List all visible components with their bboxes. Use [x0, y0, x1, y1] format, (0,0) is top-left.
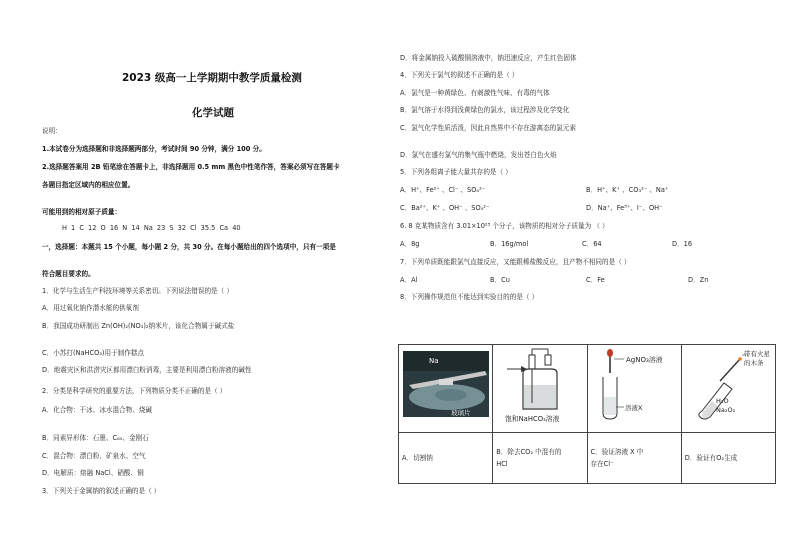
question-6-option-d: D．16	[672, 240, 693, 248]
sodium-peroxide-tube-diagram	[682, 345, 776, 428]
option-b-text-1: B．除去CO₂ 中混有的	[496, 448, 562, 456]
question-2-option-b: B．同素异形体：石墨、C₆₀、金刚石	[42, 434, 149, 442]
question-7-option-b: B．Cu	[490, 276, 510, 284]
question-7-option-c: C．Fe	[586, 276, 605, 284]
question-7-option-d: D．Zn	[688, 276, 709, 284]
question-1-option-a: A．用过氧化钠作潜水艇的供氧剂	[42, 304, 139, 312]
question-4-option-c: C．氯气化学性质活泼，因此自然界中不存在游离态的氯元素	[400, 124, 577, 132]
question-5: 5．下列各组离子能大量共存的是（ ）	[400, 168, 512, 176]
atomic-mass-label: 可能用到的相对原子质量：	[42, 208, 122, 216]
atomic-mass-values: H 1 C 12 O 16 N 14 Na 23 S 32 Cl 35.5 Ca 40	[62, 224, 241, 232]
question-5-option-a: A．H⁺、Fe²⁺ 、Cl⁻ 、SO₄²⁻	[400, 186, 486, 194]
question-1-option-b: B．我国成功研制出 Zn(OH)₂(NO₃)₂纳米片，该化合物属于碱式盐	[42, 322, 235, 330]
experiment-b-image-cell	[493, 345, 587, 433]
question-2: 2．分类是科学研究的重要方法，下列物质分类不正确的是（ ）	[42, 387, 227, 395]
instruction-1: 1.本试卷分为选择题和非选择题两部分，考试时间 90 分钟，满分 100 分。	[42, 145, 266, 153]
experiment-options-table	[398, 344, 776, 484]
silver-nitrate-label: AgNO₃溶液	[625, 356, 663, 364]
question-5-option-d: D．Na⁺、Fe³⁺、I⁻、OH⁻	[586, 204, 663, 212]
question-5-option-b: B．H⁺、K⁺ 、CO₃²⁻ 、Na⁺	[586, 186, 669, 194]
sodium-peroxide-label: Na₂O₂	[715, 406, 735, 414]
section-1-heading-b: 符合题目要求的。	[42, 270, 95, 278]
exam-subject: 化学试题	[192, 107, 234, 119]
gas-wash-bottle-diagram	[493, 345, 587, 428]
experiment-c-image-cell	[587, 345, 681, 433]
glass-plate-label: 玻璃片	[451, 409, 471, 417]
option-d-text: D．验证有O₂生成	[684, 454, 738, 462]
experiment-d-image-cell	[681, 345, 775, 433]
instruction-2b: 各题目指定区域内的相应位置。	[42, 181, 135, 189]
question-4-option-a: A．氯气是一种黄绿色、有刺激性气味、有毒的气体	[400, 89, 550, 97]
question-7-option-a: A．Al	[400, 276, 418, 284]
question-2-option-c: C．混合物：漂白粉、矿泉水、空气	[42, 452, 146, 460]
question-1-option-c: C．小苏打(NaHCO₃)用于制作糕点	[42, 349, 145, 357]
instructions-label: 说明：	[42, 127, 62, 135]
solution-x-label: 溶液X	[624, 404, 642, 412]
question-6-option-c: C．64	[582, 240, 602, 248]
water-label: H₂O	[715, 397, 729, 405]
question-3-option-d: D．将金属钠投入硫酸铜溶液中，钠迅速反应，产生红色固体	[400, 54, 577, 62]
experiment-d-caption	[681, 433, 775, 484]
test-tube-dropper-diagram	[588, 345, 682, 428]
question-6-option-b: B．16g/mol	[490, 240, 529, 248]
question-4: 4．下列关于氯气的叙述不正确的是（ ）	[400, 71, 519, 79]
option-a-text: A．切割钠	[402, 454, 433, 462]
question-6-option-a: A．8g	[400, 240, 420, 248]
question-6: 6. 8 克某物质含有 3.01×10²³ 个分子，该物质的相对分子质量为 （ ）	[400, 222, 609, 230]
bicarbonate-solution-label: 饱和NaHCO₃溶液	[505, 415, 560, 423]
question-7: 7．下列单质既能跟氯气直接反应，又能跟稀盐酸反应，且产物不相同的是（ ）	[400, 258, 631, 266]
section-1-heading-a: 一，选择题：本题共 15 个小题，每小题 2 分，共 30 分。在每小题给出的四个选项中，只有一项是	[42, 243, 336, 251]
question-2-option-a: A．化合物：干冰、冰水混合物、烧碱	[42, 406, 153, 414]
question-1-option-d: D．地震灾区和洪涝灾区都用漂白粉消毒，主要是利用漂白粉溶液的碱性	[42, 366, 252, 374]
sodium-label: Na	[429, 357, 439, 365]
instruction-2a: 2.选择题答案用 2B 铅笔涂在答题卡上，非选择题用 0.5 mm 黑色中性笔作答，答案必须写在答题卡	[42, 163, 340, 171]
experiment-a-caption	[399, 433, 493, 484]
question-4-option-d: D．氯气在盛有氯气的集气瓶中燃烧，发出苍白色火焰	[400, 151, 557, 159]
question-3: 3．下列关于金属钠的叙述正确的是（ ）	[42, 487, 161, 495]
experiment-a-image-cell	[399, 345, 493, 433]
option-c-text-1: C．验证溶液 X 中	[590, 448, 644, 456]
cutting-sodium-photo	[399, 345, 493, 428]
exam-title: 2023 级高一上学期期中教学质量检测	[122, 72, 302, 84]
glowing-splint-label-1: 带有火星	[743, 350, 770, 358]
option-c-text-2: 存在Cl⁻	[590, 460, 614, 468]
glowing-splint-label-2: 的木条	[743, 359, 764, 367]
question-4-option-b: B．氯气溶于水得到浅黄绿色的氯水，该过程涉及化学变化	[400, 106, 570, 114]
question-8: 8．下列操作规范但不能达到实验目的的是（ ）	[400, 293, 539, 301]
question-1: 1．化学与生活生产科技环境等关系密切。下列说法错误的是（ ）	[42, 287, 233, 295]
question-5-option-c: C．Ba²⁺、K⁺ 、OH⁻ 、SO₄²⁻	[400, 204, 490, 212]
question-2-option-d: D．电解质：熔融 NaCl、硝酸、铜	[42, 469, 144, 477]
experiment-b-caption	[493, 433, 587, 484]
option-b-text-2: HCl	[496, 460, 508, 468]
experiment-c-caption	[587, 433, 681, 484]
